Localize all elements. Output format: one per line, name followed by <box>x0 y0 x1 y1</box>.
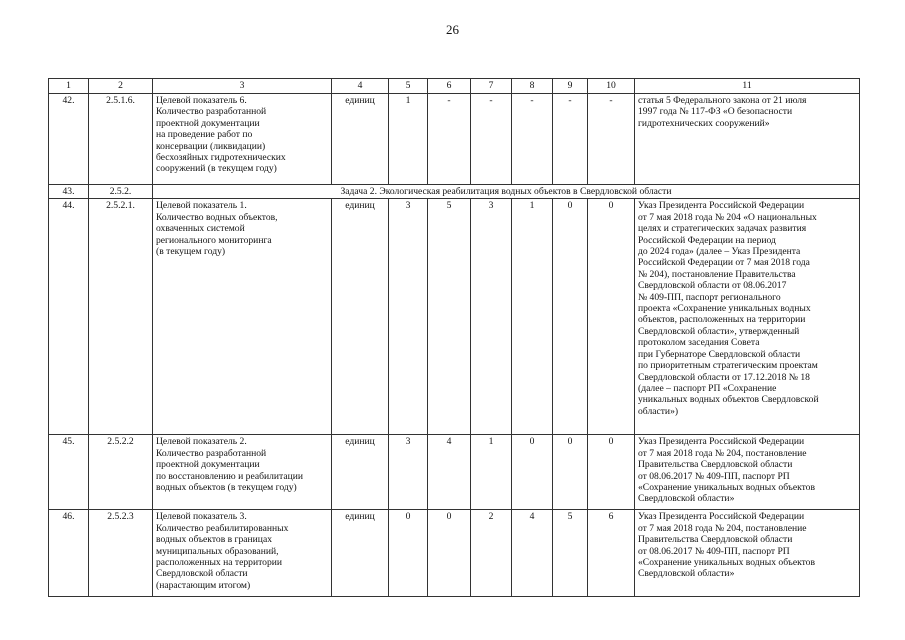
table-row <box>49 94 860 185</box>
row-number: 45. <box>49 435 89 510</box>
value-col-5: 3 <box>389 199 428 435</box>
unit: единиц <box>332 435 389 510</box>
value-col-8: 4 <box>512 510 553 597</box>
value-col-5: 0 <box>389 510 428 597</box>
value-col-10: 6 <box>588 510 635 597</box>
column-header: 6 <box>428 79 471 94</box>
row-number: 44. <box>49 199 89 435</box>
row-code: 2.5.2.1. <box>89 199 153 435</box>
task-title: Задача 2. Экологическая реабилитация водных объектов в Свердловской области <box>153 185 860 199</box>
column-header: 5 <box>389 79 428 94</box>
value-col-5: 1 <box>389 94 428 185</box>
value-col-6: 0 <box>428 510 471 597</box>
value-col-10: - <box>588 94 635 185</box>
unit: единиц <box>332 199 389 435</box>
value-col-9: - <box>553 94 588 185</box>
value-col-10: 0 <box>588 435 635 510</box>
column-header: 11 <box>635 79 860 94</box>
row-number: 43. <box>49 185 89 199</box>
column-header: 3 <box>153 79 332 94</box>
value-col-7: 1 <box>471 435 512 510</box>
source-document: Указ Президента Российской Федерации от 7 мая 2018 года № 204, постановление Правительства Свердловской области от 08.06.2017 № 409-ПП, паспорт РП «Сохранение уникальных водных объектов Свердловской области» <box>635 435 860 510</box>
row-number: 42. <box>49 94 89 185</box>
row-code: 2.5.2. <box>89 185 153 199</box>
column-header: 4 <box>332 79 389 94</box>
value-col-7: - <box>471 94 512 185</box>
column-header: 8 <box>512 79 553 94</box>
indicator-name: Целевой показатель 2. Количество разработанной проектной документации по восстановлению и реабилитации водных объектов (в текущем году) <box>153 435 332 510</box>
column-header: 10 <box>588 79 635 94</box>
indicator-name: Целевой показатель 1. Количество водных объектов, охваченных системой регионального мониторинга (в текущем году) <box>153 199 332 435</box>
unit: единиц <box>332 94 389 185</box>
table-row <box>49 510 860 597</box>
row-code: 2.5.2.3 <box>89 510 153 597</box>
row-number: 46. <box>49 510 89 597</box>
value-col-6: 5 <box>428 199 471 435</box>
value-col-9: 0 <box>553 435 588 510</box>
row-code: 2.5.2.2 <box>89 435 153 510</box>
value-col-8: - <box>512 94 553 185</box>
column-header: 1 <box>49 79 89 94</box>
value-col-7: 3 <box>471 199 512 435</box>
column-header: 7 <box>471 79 512 94</box>
source-document: Указ Президента Российской Федерации от 7 мая 2018 года № 204 «О национальных целях и стратегических задачах развития Российской Федерации на период до 2024 года» (далее – Указ Президента Российской Федерации от 7 мая 2018 года № 204), постановление Правительства Свердловской области от 08.06.2017 № 409-ПП, паспорт регионального проекта «Сохранение уникальных водных объектов, расположенных на территории Свердловской области», утвержденный протоколом заседания Совета при Губернаторе Свердловской области по приоритетным стратегическим проектам Свердловской области от 17.12.2018 № 18 (далее – паспорт РП «Сохранение уникальных водных объектов Свердловской области») <box>635 199 860 435</box>
value-col-6: 4 <box>428 435 471 510</box>
indicators-table <box>48 78 860 597</box>
page-number: 26 <box>446 22 459 37</box>
value-col-9: 5 <box>553 510 588 597</box>
value-col-9: 0 <box>553 199 588 435</box>
table-row <box>49 435 860 510</box>
value-col-8: 1 <box>512 199 553 435</box>
source-document: Указ Президента Российской Федерации от 7 мая 2018 года № 204, постановление Правительства Свердловской области от 08.06.2017 № 409-ПП, паспорт РП «Сохранение уникальных водных объектов Свердловской области» <box>635 510 860 597</box>
value-col-6: - <box>428 94 471 185</box>
value-col-8: 0 <box>512 435 553 510</box>
row-code: 2.5.1.6. <box>89 94 153 185</box>
task-row <box>49 185 860 199</box>
column-header: 2 <box>89 79 153 94</box>
table-header-row <box>49 79 860 94</box>
table-row <box>49 199 860 435</box>
indicator-name: Целевой показатель 3. Количество реабилитированных водных объектов в границах муниципальных образований, расположенных на территории Свердловской области (нарастающим итогом) <box>153 510 332 597</box>
value-col-5: 3 <box>389 435 428 510</box>
indicator-name: Целевой показатель 6. Количество разработанной проектной документации на проведение работ по консервации (ликвидации) бесхозяйных гидротехнических сооружений (в текущем году) <box>153 94 332 185</box>
source-document: статья 5 Федерального закона от 21 июля 1997 года № 117-ФЗ «О безопасности гидротехнических сооружений» <box>635 94 860 185</box>
value-col-10: 0 <box>588 199 635 435</box>
value-col-7: 2 <box>471 510 512 597</box>
unit: единиц <box>332 510 389 597</box>
column-header: 9 <box>553 79 588 94</box>
